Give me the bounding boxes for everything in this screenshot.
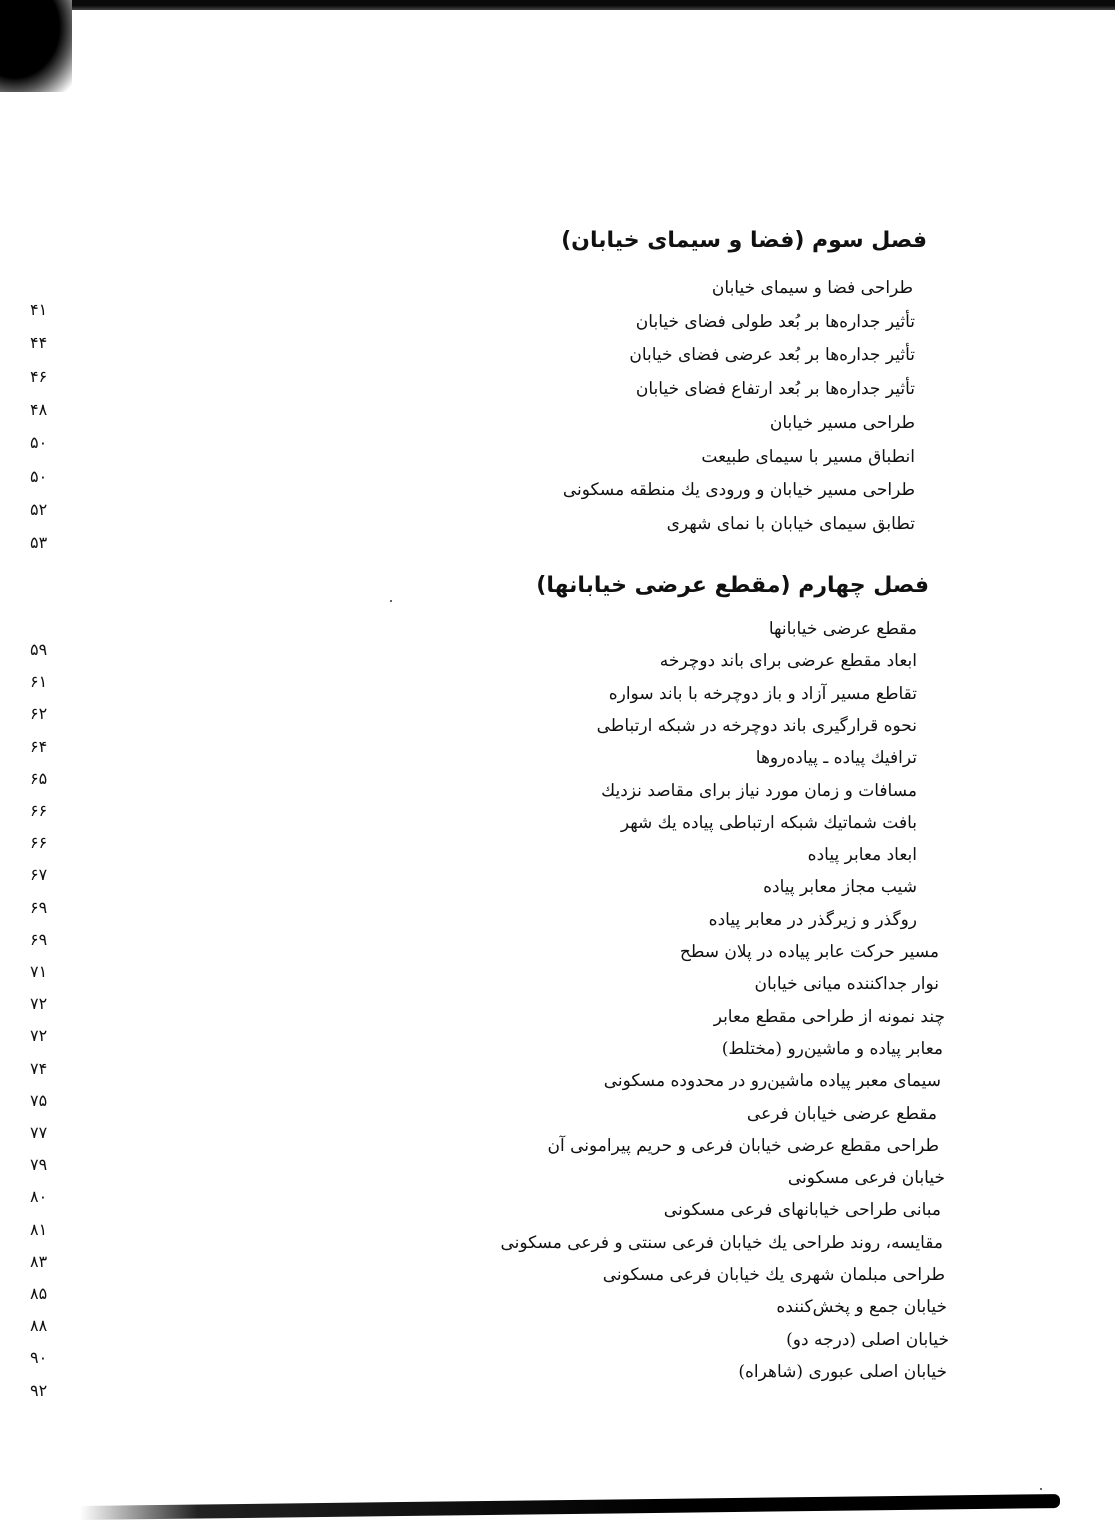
page-number: ۸۱: [30, 1219, 48, 1239]
page-number: ۷۷: [30, 1123, 48, 1142]
scan-edge-bottom: [80, 1494, 1060, 1520]
toc-entry: ابعاد مقطع عرضی برای باند دوچرخه: [659, 651, 917, 672]
toc-entry: طراحی فضا و سیمای خیابان: [711, 278, 913, 298]
toc-entry: بافت شماتیك شبکه ارتباطی پیاده یك شهر: [620, 812, 917, 833]
page-number: ۸۰: [30, 1187, 48, 1207]
page-number: ۶۲: [30, 704, 48, 724]
toc-entry: مقایسه، روند طراحی یك خیابان فرعی سنتی و فرعی مسکونی: [500, 1232, 943, 1253]
toc-section-3: [227, 228, 927, 558]
toc-entry: تقاطع مسیر آزاد و باز دوچرخه با باند سواره: [608, 683, 917, 704]
page-number: ۶۶: [30, 801, 48, 820]
page-number: ۶۷: [30, 865, 48, 885]
toc-entry: مسافات و زمان مورد نیاز برای مقاصد نزدیك: [601, 780, 917, 801]
toc-entry: سیمای معبر پیاده ماشین‌رو در محدوده مسکونی: [603, 1071, 941, 1092]
page-number: ۵۲: [30, 499, 48, 519]
scan-shadow-corner: [0, 0, 72, 92]
toc-entry: خیابان جمع و پخش‌کننده: [776, 1297, 947, 1318]
page-number: ۴۶: [30, 366, 48, 386]
toc-entry: طراحی مسیر خیابان و ورودی یك منطقه مسکونی: [562, 480, 915, 501]
page-number: ۶۵: [30, 768, 48, 788]
page-number: ۷۱: [30, 962, 48, 981]
toc-entry: طراحی مقطع عرضی خیابان فرعی و حریم پیرامونی آن: [547, 1135, 939, 1156]
toc-entry: نحوه قرارگیری باند دوچرخه در شبکه ارتباطی: [596, 715, 917, 736]
page-number: ۸۵: [30, 1284, 48, 1303]
toc-entry: طراحی مسیر خیابان: [769, 412, 915, 433]
toc-entry: طراحی مبلمان شهری یك خیابان فرعی مسکونی: [602, 1265, 945, 1285]
toc-entry: تأثیر جداره‌ها بر بُعد ارتفاع فضای خیابان: [635, 379, 915, 400]
page-number: ۴۸: [30, 399, 48, 419]
page-number: ۷۵: [30, 1090, 48, 1110]
toc-section-4: [229, 573, 949, 1433]
page-number: ۸۳: [30, 1251, 48, 1271]
page-number: ۶۶: [30, 833, 48, 853]
toc-entry: خیابان فرعی مسکونی: [787, 1168, 945, 1189]
toc-entry: روگذر و زیرگذر در معابر پیاده: [708, 909, 917, 930]
section-heading: فصل سوم (فضا و سیمای خیابان): [561, 228, 927, 253]
page-number: ۶۴: [30, 736, 48, 756]
toc-entry: ابعاد معابر پیاده: [807, 845, 917, 866]
toc-entry: مسیر حرکت عابر پیاده در پلان سطح: [679, 942, 939, 962]
page-number: ۷۴: [30, 1058, 48, 1078]
page-number: ۶۹: [30, 929, 48, 949]
page-number: ۴۱: [30, 300, 48, 319]
toc-entry: چند نمونه از طراحی مقطع معابر: [713, 1006, 945, 1027]
toc-entry: خیابان اصلی عبوری (شاهراه): [738, 1361, 947, 1382]
toc-entry: شیب مجاز معابر پیاده: [763, 877, 917, 898]
toc-entry: مبانی طراحی خیابانهای فرعی مسکونی: [663, 1200, 941, 1221]
page-number: ۹۰: [30, 1348, 48, 1368]
toc-entry: مقطع عرضی خیابانها: [768, 619, 917, 639]
page-number: ۴۴: [30, 333, 48, 353]
toc-entry: مقطع عرضی خیابان فرعی: [746, 1103, 937, 1124]
page-number: ۵۹: [30, 640, 48, 659]
scan-speck: [1040, 1488, 1042, 1490]
page-number: ۸۸: [30, 1316, 48, 1336]
page-number: ۷۲: [30, 1026, 48, 1046]
page-number: ۷۹: [30, 1155, 48, 1175]
page-number: ۵۰: [30, 433, 48, 453]
page-number: ۹۲: [30, 1380, 48, 1400]
toc-entry: تأثیر جداره‌ها بر بُعد عرضی فضای خیابان: [629, 345, 915, 366]
toc-entry: خیابان اصلی (درجه دو): [786, 1329, 949, 1350]
section-heading: فصل چهارم (مقطع عرضی خیابانها): [536, 573, 929, 598]
page-number: ۶۹: [30, 897, 48, 917]
page-number: ۵۰: [30, 466, 48, 486]
scan-edge-top: [0, 0, 1115, 10]
toc-entry: ترافیك پیاده ـ پیاده‌روها: [755, 748, 917, 769]
toc-entry: تطابق سیمای خیابان با نمای شهری: [666, 513, 915, 534]
page-number: ۷۲: [30, 994, 48, 1014]
toc-entry: تأثیر جداره‌ها بر بُعد طولی فضای خیابان: [635, 311, 915, 332]
toc-entry: نوار جداکننده میانی خیابان: [754, 974, 939, 995]
toc-entry: انطباق مسیر با سیمای طبیعت: [701, 446, 915, 467]
page-number: ۶۱: [30, 672, 48, 692]
toc-entry: معابر پیاده و ماشین‌رو (مختلط): [721, 1038, 943, 1059]
page-number: ۵۳: [30, 533, 48, 553]
